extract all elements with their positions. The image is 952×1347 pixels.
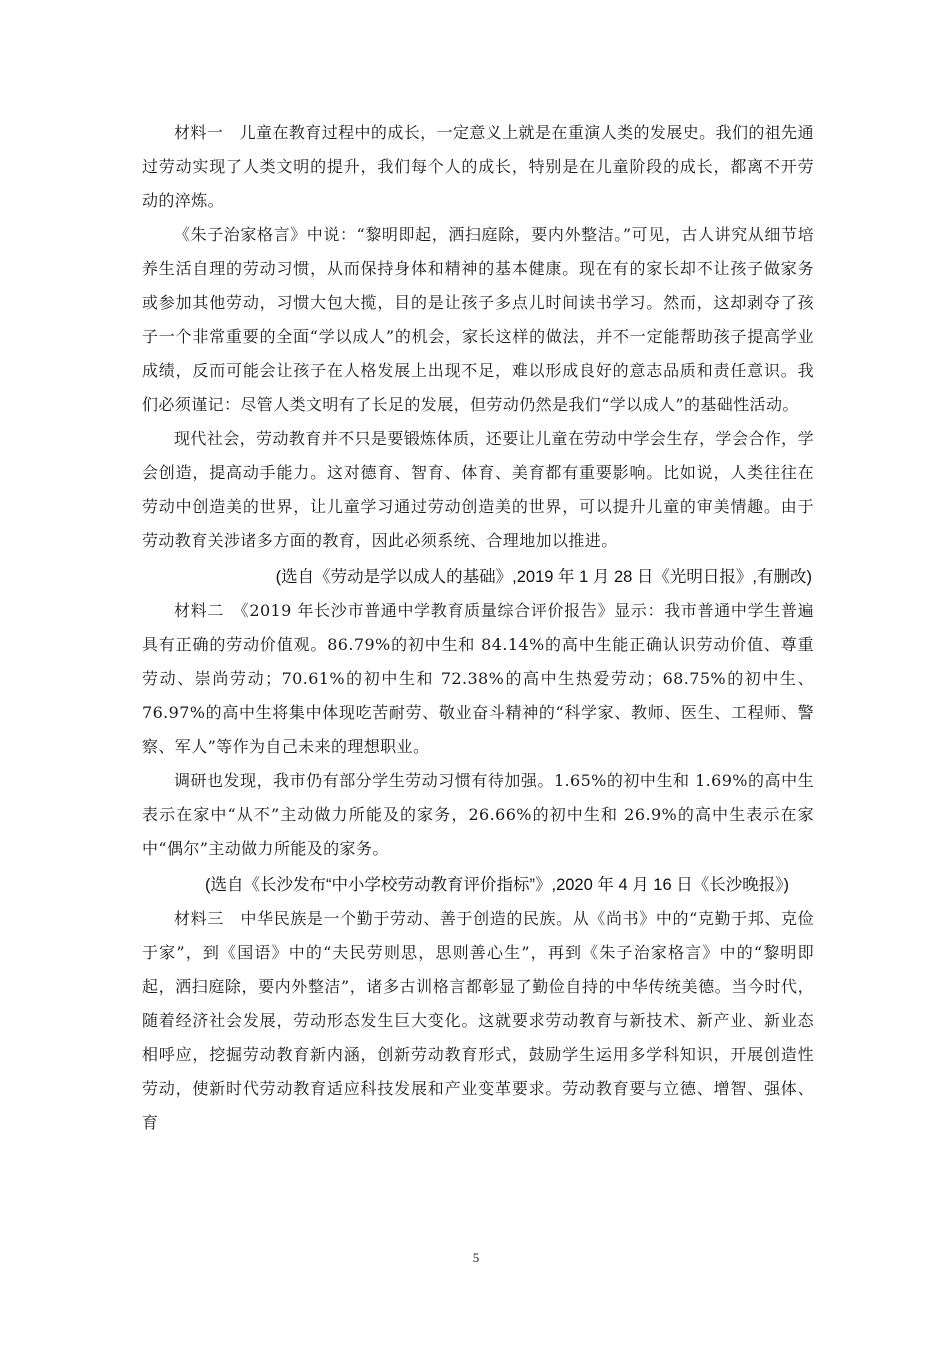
article-body [142,116,814,1140]
material2-paragraph-2: 调研也发现，我市仍有部分学生劳动习惯有待加强。1.65%的初中生和 1.69%的高中生表示在家中“从不”主动做力所能及的家务，26.66%的初中生和 26.9%的高中生表示在家中“偶尔”主动做力所能及的家务。 [142,771,814,858]
page-number: 5 [472,1250,480,1265]
material1-paragraph-1: 材料一 儿童在教育过程中的成长，一定意义上就是在重演人类的发展史。我们的祖先通过劳动实现了人类文明的提升，我们每个人的成长，特别是在儿童阶段的成长，都离不开劳动的淬炼。 [142,123,814,210]
material1-source: (选自《劳动是学以成人的基础》,2019 年 1 月 28 日《光明日报》,有删改) [275,568,812,586]
material1-paragraph-2: 《朱子治家格言》中说：“黎明即起，洒扫庭除，要内外整洁。”可见，古人讲究从细节培养生活自理的劳动习惯，从而保持身体和精神的基本健康。现在有的家长却不让孩子做家务或参加其他劳动，习惯大包大揽，目的是让孩子多点儿时间读书学习。然而，这却剥夺了孩子一个非常重要的全面“学以成人”的机会，家长这样的做法，并不一定能帮助孩子提高学业成绩，反而可能会让孩子在人格发展上出现不足，难以形成良好的意志品质和责任意识。我们必须谨记：尽管人类文明有了长足的发展，但劳动仍然是我们“学以成人”的基础性活动。 [142,225,814,414]
material2-paragraph-1: 材料二 《2019 年长沙市普通中学教育质量综合评价报告》显示：我市普通中学生普遍具有正确的劳动价值观。86.79%的初中生和 84.14%的高中生能正确认识劳动价值、尊重劳动、崇尚劳动；70.61%的初中生和 72.38%的高中生热爱劳动；68.75%的初中生、76.97%的高中生将集中体现吃苦耐劳、敬业奋斗精神的“科学家、教师、医生、工程师、警察、军人”等作为自己未来的理想职业。 [142,601,814,756]
material1-paragraph-3: 现代社会，劳动教育并不只是要锻炼体质，还要让儿童在劳动中学会生存，学会合作，学会创造，提高动手能力。这对德育、智育、体育、美育都有重要影响。比如说，人类往往在劳动中创造美的世界，让儿童学习通过劳动创造美的世界，可以提升儿童的审美情趣。由于劳动教育关涉诸多方面的教育，因此必须系统、合理地加以推进。 [142,429,814,550]
material2-source: (选自《长沙发布“中小学校劳动教育评价指标”》,2020 年 4 月 16 日《长沙晚报》) [205,876,789,894]
material3-paragraph-1: 材料三 中华民族是一个勤于劳动、善于创造的民族。从《尚书》中的“克勤于邦、克俭于家”，到《国语》中的“夫民劳则思，思则善心生”，再到《朱子治家格言》中的“黎明即起，洒扫庭除，要内外整洁”，诸多古训格言都彰显了勤俭自持的中华传统美德。当今时代，随着经济社会发展，劳动形态发生巨大变化。这就要求劳动教育与新技术、新产业、新业态相呼应，挖掘劳动教育新内涵，创新劳动教育形式，鼓励学生运用多学科知识，开展创造性劳动，使新时代劳动教育适应科技发展和产业变革要求。劳动教育要与立德、增智、强体、育 [142,909,814,1132]
